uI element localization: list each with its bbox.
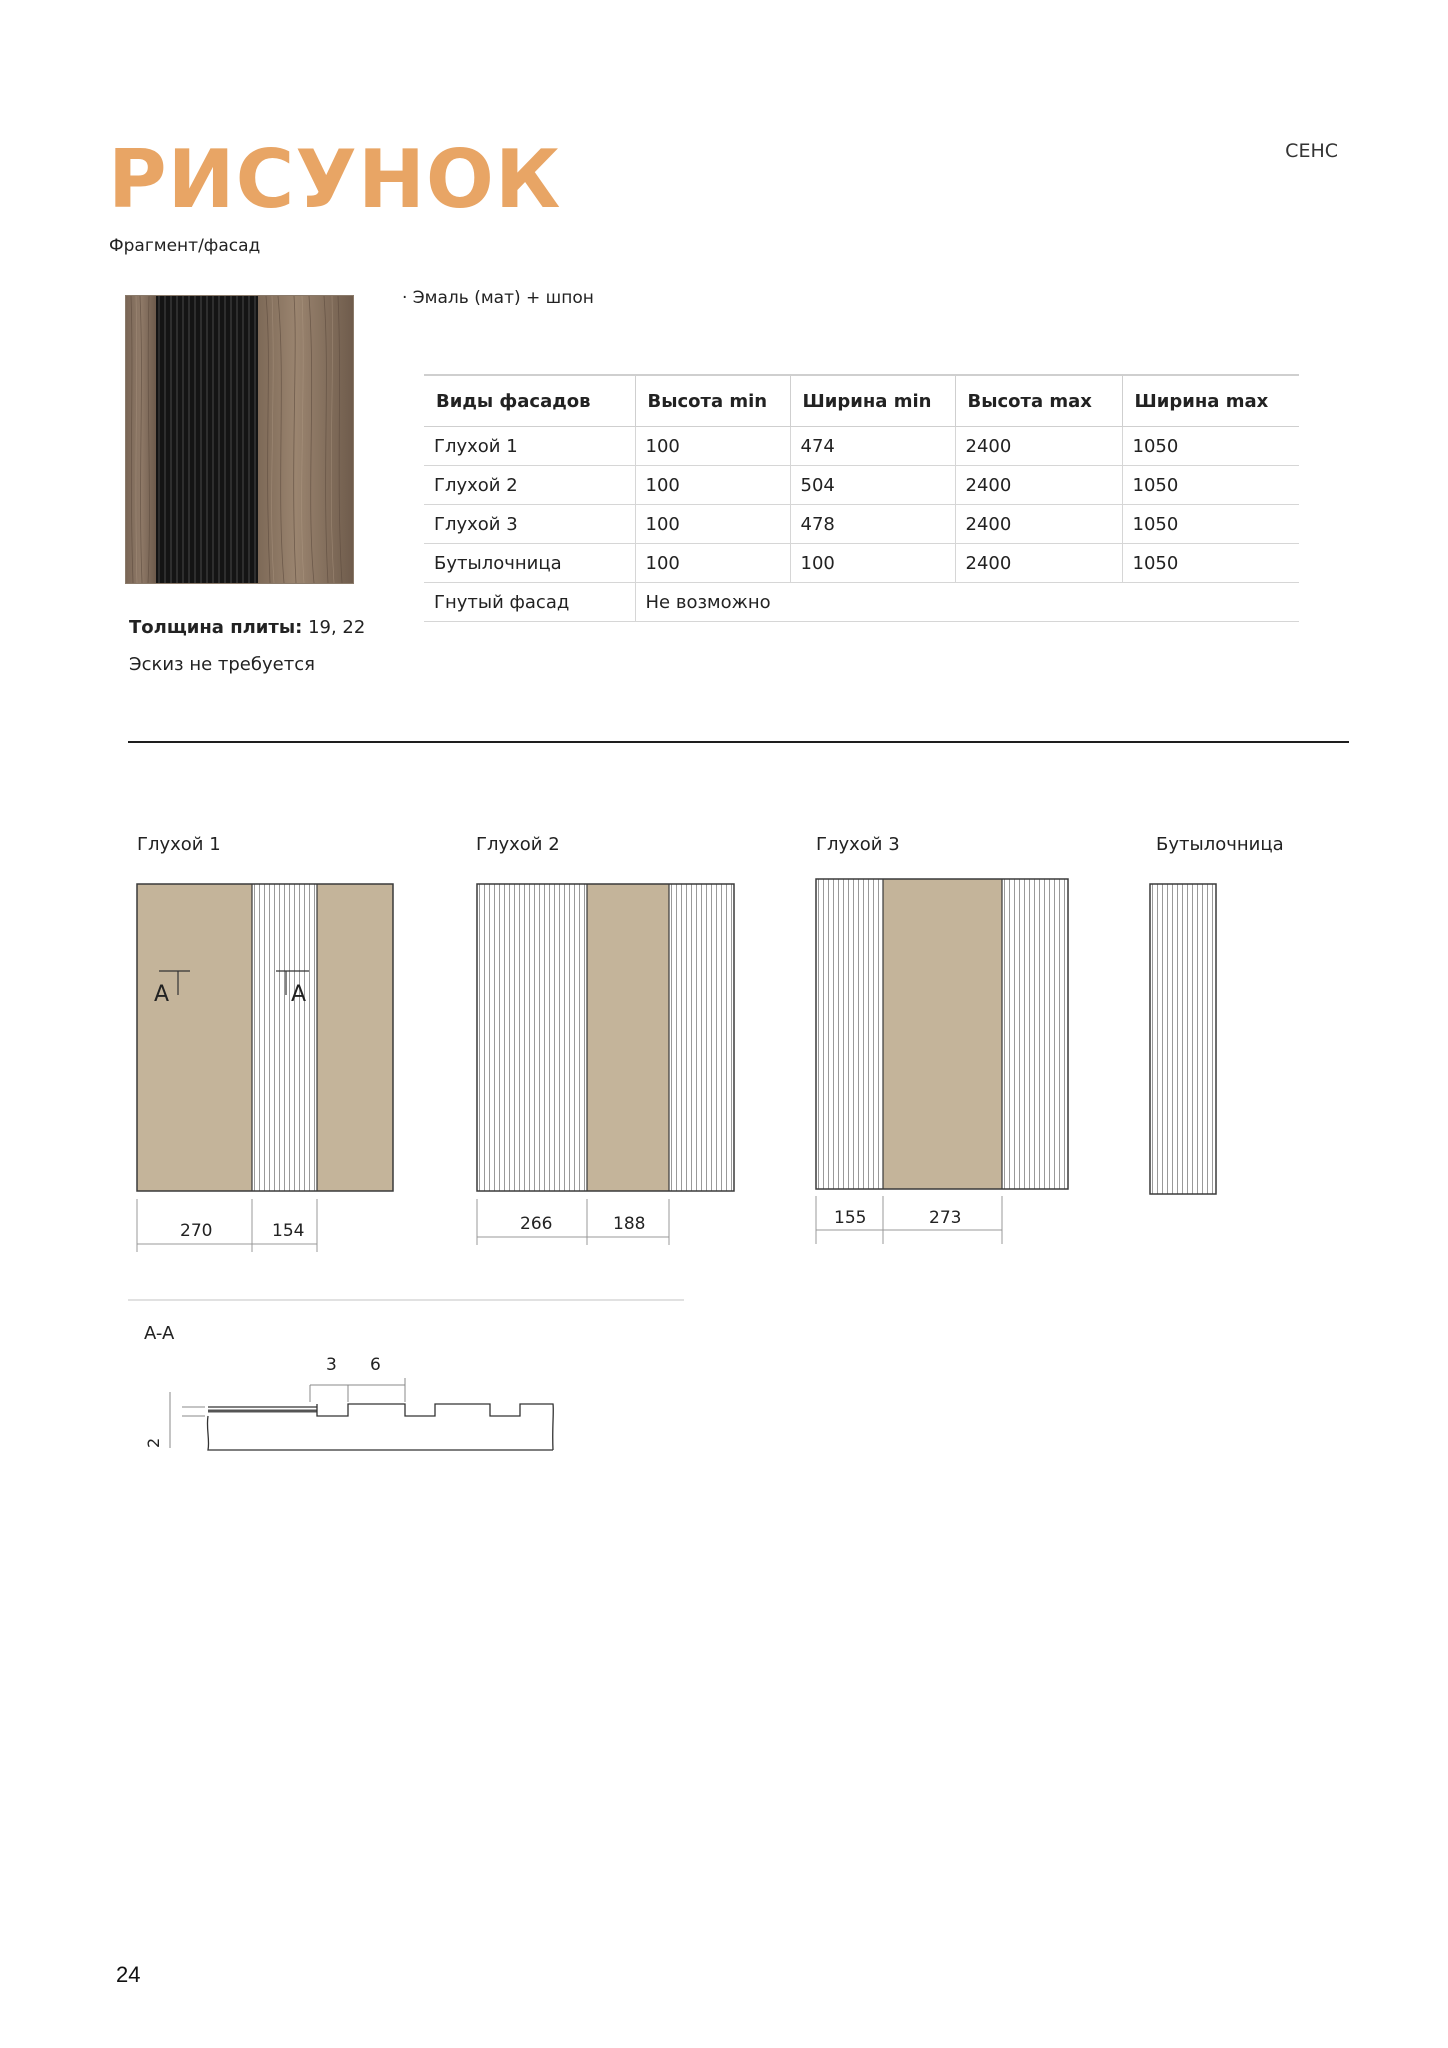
- table-cell: 100: [635, 505, 790, 544]
- page-title: РИСУНОК: [108, 133, 562, 226]
- table-cell: 1050: [1122, 466, 1299, 505]
- section-dim-6: 6: [370, 1355, 381, 1375]
- page-number: 24: [116, 1962, 141, 1987]
- table-cell: Глухой 3: [424, 505, 635, 544]
- table-cell: 2400: [955, 505, 1122, 544]
- brand-name: СЕНС: [1285, 140, 1338, 162]
- drawing-gluhoy-1: [137, 884, 393, 1252]
- table-cell: 2400: [955, 466, 1122, 505]
- drawing-gluhoy-3: [816, 879, 1068, 1244]
- panel-thickness-label: Толщина плиты:: [129, 617, 303, 638]
- table-cell: 474: [790, 427, 955, 466]
- header-width-max: Ширина max: [1122, 375, 1299, 427]
- table-cell: 100: [635, 466, 790, 505]
- section-dim-3: 3: [326, 1355, 337, 1375]
- table-cell: 504: [790, 466, 955, 505]
- drawing-label-bottle: Бутылочница: [1156, 834, 1284, 855]
- panel-thickness-value: 19, 22: [302, 617, 366, 638]
- section-dim-2: 2: [144, 1437, 163, 1448]
- table-cell: 1050: [1122, 427, 1299, 466]
- drawing-label-gluhoy-1: Глухой 1: [137, 834, 221, 855]
- section-mark-left: A: [154, 982, 170, 1007]
- table-cell: 1050: [1122, 505, 1299, 544]
- header-facade-type: Виды фасадов: [424, 375, 635, 427]
- material-description: · Эмаль (мат) + шпон: [402, 288, 594, 308]
- table-cell: Бутылочница: [424, 544, 635, 583]
- drawing-label-gluhoy-3: Глухой 3: [816, 834, 900, 855]
- table-cell: Не возможно: [635, 583, 1299, 622]
- table-cell: 2400: [955, 544, 1122, 583]
- dim-g2-b: 188: [613, 1214, 646, 1234]
- table-cell: Глухой 2: [424, 466, 635, 505]
- table-cell: 2400: [955, 427, 1122, 466]
- drawing-label-gluhoy-2: Глухой 2: [476, 834, 560, 855]
- drawing-bottle: [1150, 884, 1216, 1194]
- header-width-min: Ширина min: [790, 375, 955, 427]
- section-mark-right: A: [291, 982, 307, 1007]
- table-cell: 1050: [1122, 544, 1299, 583]
- dim-g3-a: 155: [834, 1208, 867, 1228]
- section-title: A-A: [144, 1323, 175, 1344]
- dim-g3-b: 273: [929, 1208, 962, 1228]
- header-height-max: Высота max: [955, 375, 1122, 427]
- table-cell: 100: [635, 427, 790, 466]
- drawing-gluhoy-2: [477, 884, 734, 1245]
- table-cell: 100: [635, 544, 790, 583]
- table-cell: 478: [790, 505, 955, 544]
- header-height-min: Высота min: [635, 375, 790, 427]
- subtitle: Фрагмент/фасад: [109, 236, 261, 256]
- dim-g1-a: 270: [180, 1221, 213, 1241]
- dim-g2-a: 266: [520, 1214, 553, 1234]
- sketch-note: Эскиз не требуется: [129, 654, 315, 675]
- section-profile: [170, 1378, 553, 1450]
- table-cell: Гнутый фасад: [424, 583, 635, 622]
- dim-g1-b: 154: [272, 1221, 305, 1241]
- table-cell: Глухой 1: [424, 427, 635, 466]
- table-cell: 100: [790, 544, 955, 583]
